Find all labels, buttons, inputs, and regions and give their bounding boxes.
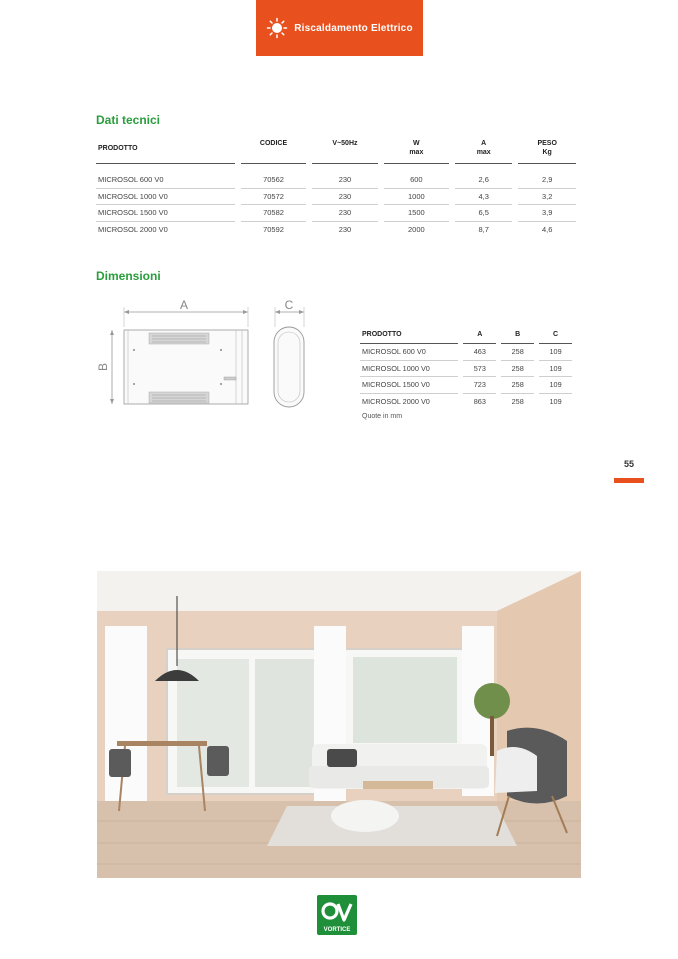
- page-number: 55: [623, 459, 634, 469]
- header-tab: [256, 0, 423, 56]
- tech-table-header: [96, 137, 576, 164]
- table-row: MICROSOL 600 V0 463 258 109: [360, 344, 572, 361]
- vortice-logo: [317, 895, 357, 935]
- dim-label-c: C: [284, 298, 294, 312]
- tech-col-watt: W max: [384, 137, 449, 164]
- dim-col-b: B: [501, 328, 534, 344]
- table-row: MICROSOL 1500 V0 723 258 109: [360, 377, 572, 394]
- dim-table: [360, 328, 572, 409]
- interior-photo: [97, 571, 581, 878]
- tech-section-title: Dati tecnici: [96, 113, 161, 127]
- tech-col-code: CODICE: [241, 137, 307, 164]
- dim-label-a: A: [179, 298, 189, 312]
- tech-col-voltage: V~50Hz: [312, 137, 378, 164]
- table-row: MICROSOL 1500 V0 70582 230 1500 6,5 3,9: [96, 205, 576, 222]
- dimension-drawing: [96, 295, 316, 415]
- dim-col-a: A: [463, 328, 496, 344]
- table-row: MICROSOL 600 V0 70562 230 600 2,6 2,9: [96, 172, 576, 188]
- table-row: MICROSOL 1000 V0 70572 230 1000 4,3 3,2: [96, 188, 576, 205]
- page-number-bar: [614, 478, 644, 483]
- tech-table: [96, 137, 576, 237]
- tech-col-amp: A max: [455, 137, 512, 164]
- dim-section-title: Dimensioni: [96, 269, 161, 283]
- dim-col-product: PRODOTTO: [360, 328, 458, 344]
- sun-icon: [266, 17, 288, 39]
- dim-col-c: C: [539, 328, 572, 344]
- dim-table-header: [360, 328, 572, 344]
- header-title: Riscaldamento Elettrico: [294, 22, 413, 34]
- tech-col-product: PRODOTTO: [96, 137, 235, 164]
- table-row: MICROSOL 2000 V0 70592 230 2000 8,7 4,6: [98, 224, 553, 234]
- units-note: Quote in mm: [362, 413, 403, 420]
- table-row: MICROSOL 1000 V0 573 258 109: [360, 360, 572, 377]
- logo-text: VORTICE: [323, 927, 351, 933]
- dim-label-b: B: [96, 362, 110, 372]
- table-row: MICROSOL 2000 V0 863 258 109: [362, 396, 562, 406]
- tech-col-weight: PESO Kg: [518, 137, 576, 164]
